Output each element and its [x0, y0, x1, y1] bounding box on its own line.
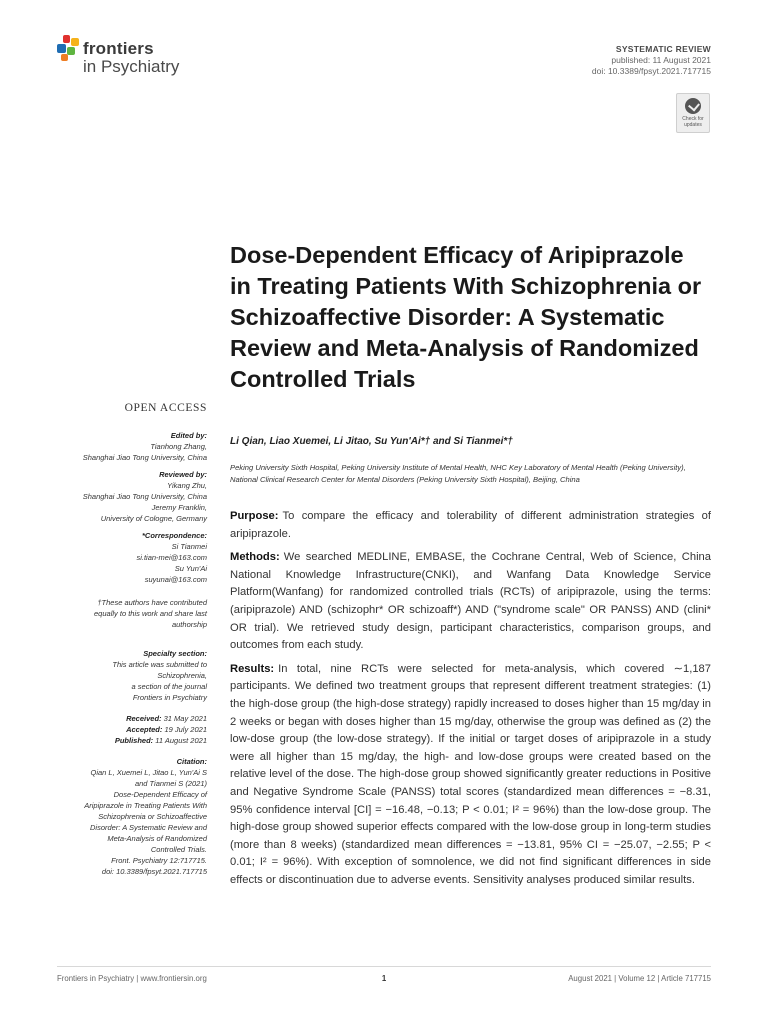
journal-name: in Psychiatry — [83, 57, 180, 76]
edited-by: Edited by: Tianhong Zhang, Shanghai Jiao Tong University, China — [82, 431, 207, 462]
check-updates-label: Check for updates — [682, 116, 704, 128]
footer-journal-link[interactable]: Frontiers in Psychiatry | www.frontiersin.org — [57, 974, 207, 983]
citation: Citation: Qian L, Xuemei L, Jitao L, Yun'Ai S and Tianmei S (2021) Dose-Dependent Efficacy of Aripiprazole in Treating Patients With Schizophrenia or Schizoaffective Disorder: A Systematic Review and Meta-Analysis of Randomized Controlled Trials. Front. Psychiatry 12:717715. doi: 10.3389/fpsyt.2021.717715 — [40, 756, 207, 877]
abstract-purpose: Purpose: To compare the efficacy and tolerability of different administration strategies of aripiprazole. — [230, 510, 711, 540]
specialty-section: Specialty section: This article was submitted to Schizophrenia, a section of the journal Frontiers in Psychiatry — [112, 649, 207, 702]
page-number: 1 — [381, 974, 387, 983]
contribution-note: †These authors have contributed equally to this work and share last authorship — [94, 598, 207, 629]
citation-doi[interactable]: doi: 10.3389/fpsyt.2021.717715 — [101, 867, 207, 876]
article-meta — [592, 44, 711, 77]
check-updates-icon — [685, 98, 701, 114]
abstract-methods: Methods: We searched MEDLINE, EMBASE, the Cochrane Central, Web of Science, China National Knowledge Infrastructure(CNKI), and Wanfang Data Knowledge Service Platform(Wanfang) for randomized controlled trials (RCTs) of aripiprazole, using the terms: (aripiprazole) AND (schizophr* OR schizoaff*) AND ("syndrome scale" OR PANSS) AND (clini* OR trial). We retrieved study design, participant characteristics, comparison groups, and outcomes from each study. — [230, 551, 711, 652]
reviewed-by: Reviewed by: Yikang Zhu, Shanghai Jiao Tong University, China Jeremy Franklin, University of Cologne, Germany — [82, 470, 207, 523]
frontiers-logo-icon — [57, 35, 81, 61]
author-list: Li Qian, Liao Xuemei, Li Jitao, Su Yun'Ai*† and Si Tianmei*† — [230, 436, 513, 447]
email-link[interactable]: suyunai@163.com — [144, 575, 207, 584]
affiliation: Peking University Sixth Hospital, Peking University Institute of Mental Health, NHC Key Laboratory of Mental Health (Peking University), National Clinical Research Center for Mental Disorders (Peking University Sixth Hospital), Beijing, China — [230, 463, 686, 484]
brand-name: frontiers — [83, 39, 154, 58]
frontiers-logo[interactable] — [57, 33, 217, 83]
article-type: SYSTEMATIC REVIEW — [615, 44, 711, 54]
page-footer — [57, 966, 711, 983]
footer-volume: August 2021 | Volume 12 | Article 717715 — [568, 974, 711, 983]
dates: Received: 31 May 2021 Accepted: 19 July 2021 Published: 11 August 2021 — [114, 714, 207, 745]
sidebar — [40, 430, 207, 883]
abstract — [230, 508, 711, 895]
article-title: Dose-Dependent Efficacy of Aripiprazole in Treating Patients With Schizophrenia or Schizoaffective Disorder: A Systematic Review and Meta-Analysis of Randomized Controlled Trials — [230, 242, 702, 392]
doi[interactable]: doi: 10.3389/fpsyt.2021.717715 — [591, 66, 711, 76]
check-for-updates-button[interactable] — [676, 93, 710, 133]
abstract-results: Results: In total, nine RCTs were selected for meta-analysis, which covered ∼1,187 participants. We defined two treatment groups that represent different treatment strategies: (1) the high-dose group (the high-dose strategy) rapidly increased to doses higher than 15 mg/day in 2 weeks or began with doses higher than 15 mg/day, otherwise the group was defined as (2) the low-dose group (the low-dose strategy). If the initial or target doses of aripiprazole in a study were all higher than 15 mg/day, the high- and low-dose groups were created based on the relative level of the dose. The high-dose group showed significantly greater reductions in Positive and Negative Syndrome Scale (PANSS) total scores (standardized mean differences = −8.31, 95% confidence interval [CI] = −16.48, −0.13; P < 0.01; I² = 96%) than the low-dose group. The high-dose group showed superior effects compared with the low-dose group in long-term studies (more than 8 weeks) (standardized mean differences = −13.81, 95% CI = −25.07, −2.55; P < 0.01; I² = 96%). With exception of somnolence, we did not find significant differences in side effects or discontinuation due to adverse events. Sensitivity analyses produced similar results. — [230, 662, 711, 886]
open-access-label: OPEN ACCESS — [124, 402, 207, 414]
published-date: published: 11 August 2021 — [611, 55, 711, 65]
email-link[interactable]: si.tian-mei@163.com — [136, 553, 207, 562]
correspondence: *Correspondence: Si Tianmei si.tian-mei@163.com Su Yun'Ai suyunai@163.com — [40, 530, 207, 585]
